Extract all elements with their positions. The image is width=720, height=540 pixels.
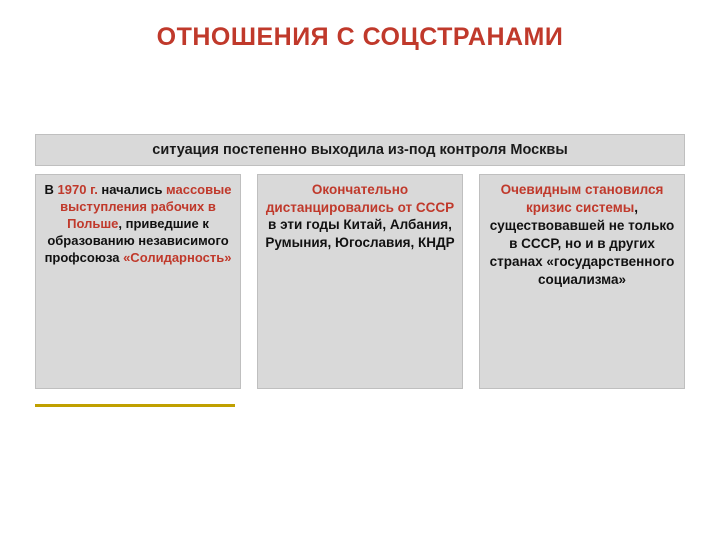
column-distancing bbox=[257, 174, 463, 389]
text-run: Окончательно дистанцировались от СССР bbox=[265, 182, 455, 215]
text-run: «Солидарность» bbox=[123, 250, 232, 265]
text-run: массовые выступления рабочих в Польше bbox=[60, 182, 232, 231]
text-run: начались bbox=[97, 182, 167, 197]
column-crisis bbox=[479, 174, 685, 389]
column-poland-text bbox=[42, 181, 234, 266]
column-poland bbox=[35, 174, 241, 389]
text-run: в эти годы Китай, Албания, Румыния, Югославия, КНДР bbox=[265, 217, 455, 250]
text-run: Очевидным становился кризис системы bbox=[500, 182, 664, 215]
page-title: ОТНОШЕНИЯ С СОЦСТРАНАМИ bbox=[156, 23, 564, 51]
text-run: 1970 г. bbox=[57, 182, 98, 197]
column-crisis-text bbox=[486, 181, 678, 289]
content-columns bbox=[35, 174, 685, 389]
text-run: , приведшие к образованию независимого профсоюза bbox=[44, 216, 229, 265]
accent-underline bbox=[35, 404, 235, 407]
column-distancing-text bbox=[264, 181, 456, 251]
subtitle-banner bbox=[35, 134, 685, 166]
text-run: , существовавшей не только в СССР, но и в других странах «государственного социализма» bbox=[489, 200, 675, 287]
text-run: В bbox=[44, 182, 58, 197]
subtitle-text: ситуация постепенно выходила из-под контроля Москвы bbox=[152, 142, 568, 158]
